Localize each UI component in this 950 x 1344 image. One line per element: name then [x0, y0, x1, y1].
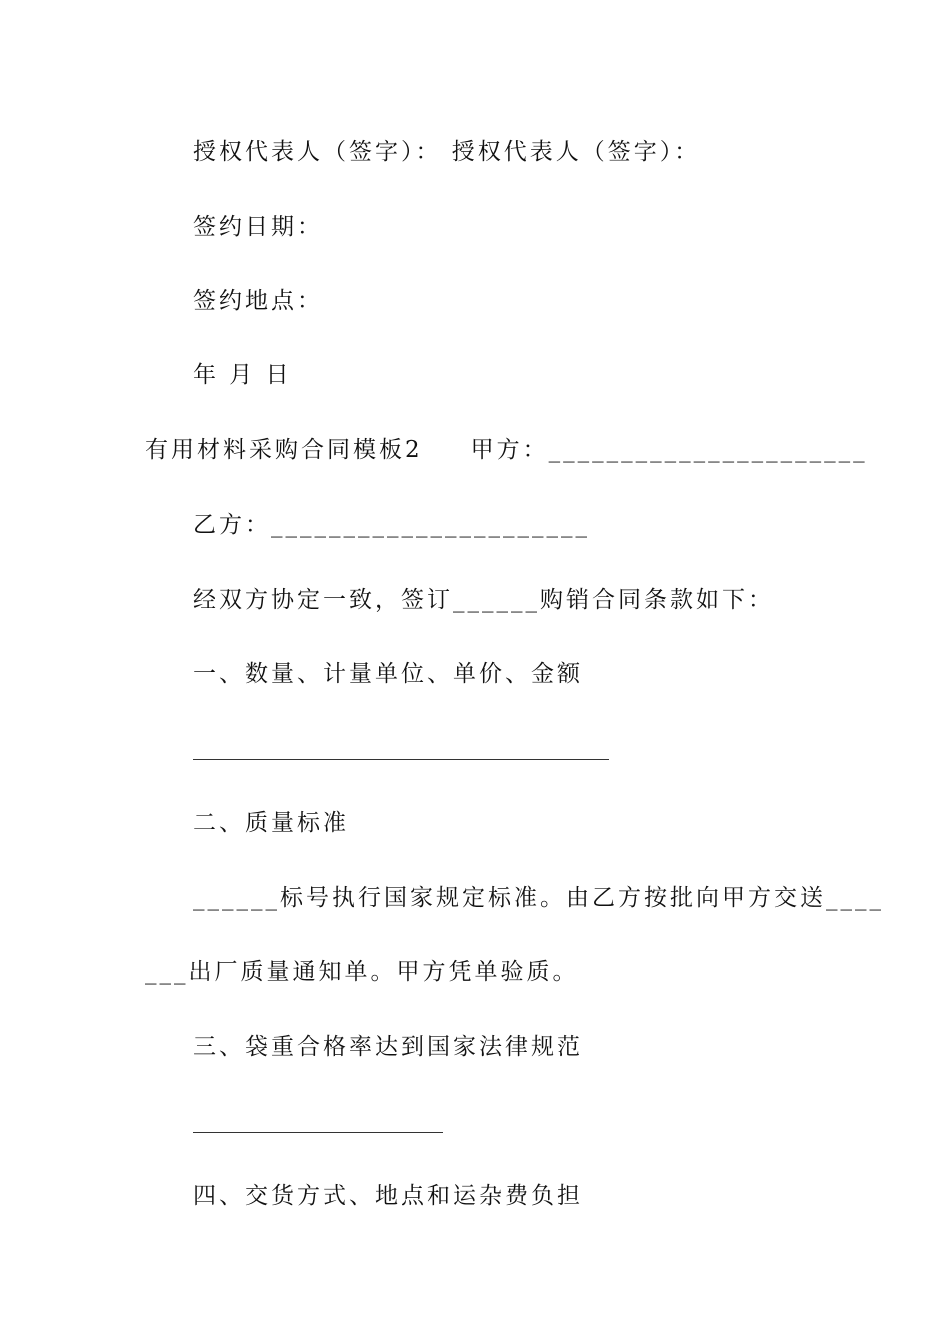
date-format-line: 年 月 日 — [193, 362, 292, 388]
party-b-field: 乙方：______________________ — [193, 512, 590, 538]
template-title: 有用材料采购合同模板2 — [145, 437, 423, 463]
section-2-heading: 二、质量标准 — [193, 810, 349, 836]
section-3-blank-line — [193, 1132, 443, 1133]
section-3-heading: 三、袋重合格率达到国家法律规范 — [193, 1034, 583, 1060]
quality-text-line-1: ______标号执行国家规定标准。由乙方按批向甲方交送____ — [193, 885, 884, 911]
section-4-heading: 四、交货方式、地点和运杂费负担 — [193, 1183, 583, 1209]
template-title-row — [145, 435, 868, 465]
section-1-heading: 一、数量、计量单位、单价、金额 — [193, 661, 583, 687]
sign-place-label: 签约地点： — [193, 288, 323, 314]
sign-date-label: 签约日期： — [193, 214, 323, 240]
signers-line: 授权代表人（签字）： 授权代表人（签字）： — [193, 139, 701, 165]
quality-text-line-2: ___出厂质量通知单。甲方凭单验质。 — [145, 959, 579, 985]
agreement-line: 经双方协定一致，签订______购销合同条款如下： — [193, 587, 774, 613]
section-1-blank-line — [193, 759, 609, 760]
party-a-field: 甲方：______________________ — [470, 437, 868, 463]
